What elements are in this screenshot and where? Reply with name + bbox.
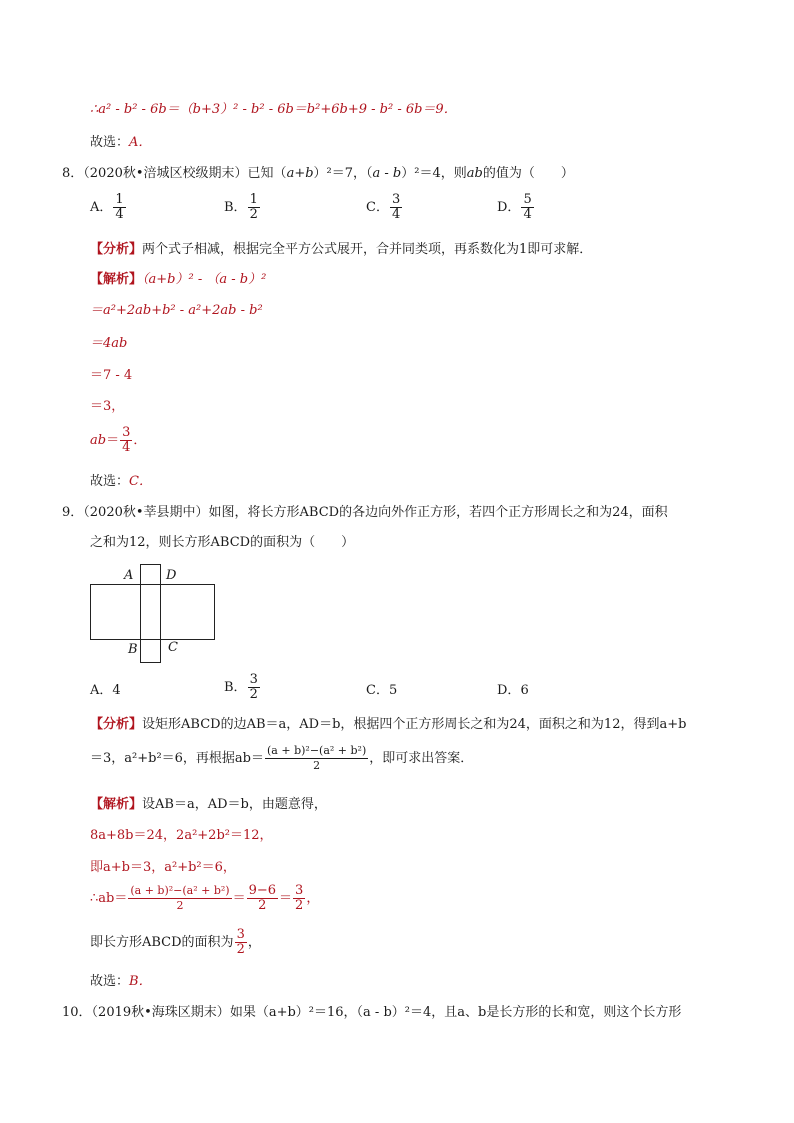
prev-solution-line: ∴a² - b² - 6b＝（b+3）² - b² - 6b＝b²+6b+9 - b² - 6b＝9． (90, 102, 457, 117)
q8-solution-line-3: ＝4ab (90, 336, 128, 351)
q9-option-c: C．5 (366, 683, 398, 698)
q9-solution-line-4: ∴ab＝ $\frac{\text{(a + b)²−(a² + b²)}}{2}$ ＝ $\frac{9-6}{2}$ ＝ $\frac{3}{2}$ ， (90, 883, 320, 913)
q8-option-d: D． $\frac{5}{4}$ (497, 192, 532, 222)
q9-option-d: D．6 (497, 683, 529, 698)
side-square-vertical (141, 565, 161, 663)
q9-solution-line-1: 【解析】设AB＝a，AD＝b，由题意得， (90, 797, 327, 812)
q10-stem: 10．（2019秋•海珠区期末）如果（a+b）²＝16，（a - b）²＝4，且a、b是长方形的长和宽，则这个长方形 (62, 1005, 682, 1020)
figure-label-d: D (166, 568, 177, 583)
q8-solution-line-4: ＝7 - 4 (90, 368, 133, 383)
q8-analysis: 【分析】两个式子相减，根据完全平方公式展开，合并同类项，再系数化为1即可求解． (90, 242, 593, 257)
q8-result: ab＝ $\frac{3}{4}$ ． (90, 425, 147, 455)
figure-label-c: C (168, 640, 178, 655)
q8-solution-line-5: ＝3， (90, 399, 125, 414)
q9-answer: 故选：B． (90, 974, 152, 989)
q8-answer: 故选：C． (90, 474, 152, 489)
side-square-horizontal (91, 585, 215, 640)
q8-option-c: C． $\frac{3}{4}$ (366, 192, 401, 222)
q9-option-a: A．4 (90, 683, 121, 698)
q8-stem: 8．（2020秋•涪城区校级期末）已知（a+b）²＝7，（a - b）²＝4，则ab的值为（ ） (62, 166, 574, 181)
prev-answer: 故选：A． (90, 135, 152, 150)
q9-figure (90, 564, 220, 666)
q9-analysis-line-1: 【分析】设矩形ABCD的边AB＝a，AD＝b，根据四个正方形周长之和为24，面积之和为12，得到a+b (90, 717, 687, 732)
q8-solution-line-2: ＝a²+2ab+b² - a²+2ab - b² (90, 303, 263, 318)
q9-stem-line-1: 9．（2020秋•莘县期中）如图，将长方形ABCD的各边向外作正方形，若四个正方形周长之和为24，面积 (62, 505, 668, 520)
figure-label-a: A (124, 568, 134, 583)
figure-label-b: B (128, 642, 138, 657)
q9-solution-line-3: 即a+b＝3，a²+b²＝6， (90, 860, 236, 875)
q8-option-b: B． $\frac{1}{2}$ (224, 192, 258, 222)
q9-solution-line-2: 8a+8b＝24，2a²+2b²＝12， (90, 828, 273, 843)
q9-solution-line-5: 即长方形ABCD的面积为 $\frac{3}{2}$ ， (90, 927, 261, 957)
q8-option-a: A． $\frac{1}{4}$ (90, 192, 124, 222)
q9-analysis-line-2: ＝3，a²+b²＝6，再根据ab＝ $\frac{\text{(a + b)²−(a² + b²)}}{2}$ ，即可求出答案． (90, 744, 474, 772)
q9-option-b: B． $\frac{3}{2}$ (224, 672, 258, 702)
q8-solution-line-1: 【解析】（a+b）² - （a - b）² (90, 272, 267, 287)
rectangle-squares-diagram (90, 564, 220, 666)
q9-stem-line-2: 之和为12，则长方形ABCD的面积为（ ） (90, 535, 355, 550)
